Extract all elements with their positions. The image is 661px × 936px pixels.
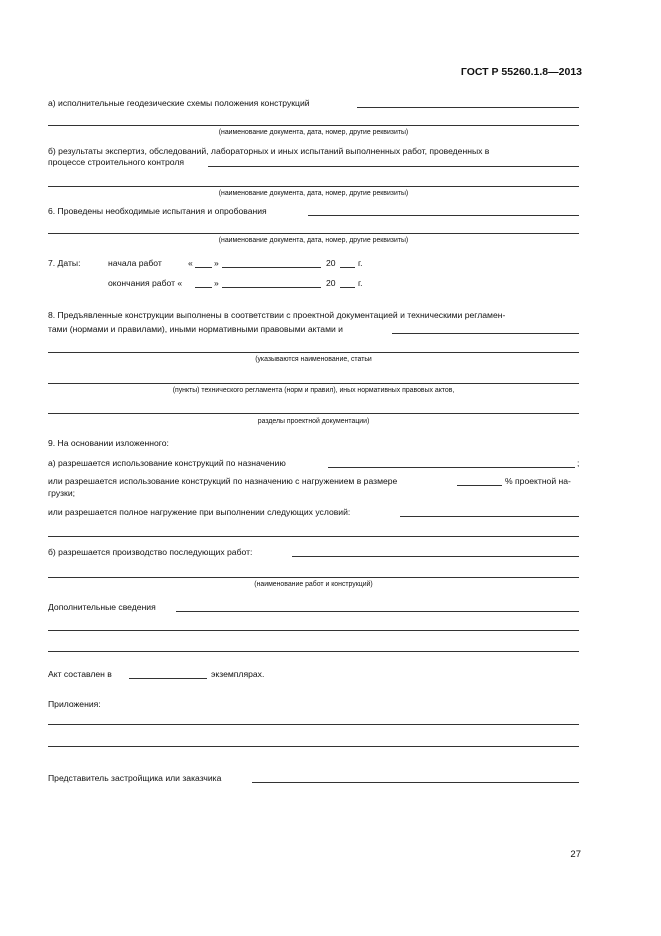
- item-7-end-label: окончания работ «: [108, 278, 183, 288]
- caption-doc-req-1: (наименование документа, дата, номер, другие реквизиты): [218, 129, 409, 136]
- item-a-field-line2[interactable]: [48, 125, 579, 126]
- attachments-label: Приложения:: [48, 699, 101, 709]
- load-percent-field[interactable]: [457, 485, 502, 486]
- item-9a2-text-2: % проектной на-: [505, 476, 571, 486]
- item-8-field[interactable]: [392, 333, 579, 334]
- item-b-text-1: б) результаты экспертиз, обследований, лабораторных и иных испытаний выполненных работ, проведенных в: [48, 146, 490, 156]
- representative-field[interactable]: [252, 782, 579, 783]
- item-a-field[interactable]: [357, 107, 579, 108]
- end-day-field[interactable]: [195, 287, 212, 288]
- item-9a-semicolon: ;: [577, 458, 580, 468]
- caption-sections: разделы проектной документации): [257, 418, 370, 425]
- start-year-field[interactable]: [340, 267, 355, 268]
- item-9a-field[interactable]: [328, 467, 575, 468]
- item-7-end-year: 20: [326, 278, 336, 288]
- extra-info-field[interactable]: [176, 611, 579, 612]
- item-7-end-quote-close: »: [214, 278, 219, 288]
- end-month-field[interactable]: [222, 287, 321, 288]
- extra-info-label: Дополнительные сведения: [48, 602, 156, 612]
- item-9b-field[interactable]: [292, 556, 579, 557]
- item-8-text-2: тами (нормами и правилами), иными нормативными правовыми актами и: [48, 324, 343, 334]
- conditions-field[interactable]: [400, 516, 579, 517]
- item-8-field-line3[interactable]: [48, 383, 579, 384]
- item-6-field-line2[interactable]: [48, 233, 579, 234]
- item-7-start-quote-close: »: [214, 258, 219, 268]
- start-day-field[interactable]: [195, 267, 212, 268]
- item-8-field-line2[interactable]: [48, 352, 579, 353]
- caption-names-articles: (указываются наименование, статьи: [255, 356, 372, 363]
- item-9a-text: а) разрешается использование конструкций по назначению: [48, 458, 286, 468]
- caption-doc-req-2: (наименование документа, дата, номер, другие реквизиты): [218, 190, 409, 197]
- item-8-field-line4[interactable]: [48, 413, 579, 414]
- item-6-field[interactable]: [308, 215, 579, 216]
- extra-info-field-line3[interactable]: [48, 651, 579, 652]
- act-copies-text-2: экземплярах.: [211, 669, 265, 679]
- attachments-field-line2[interactable]: [48, 746, 579, 747]
- act-copies-field[interactable]: [129, 678, 207, 679]
- act-copies-text-1: Акт составлен в: [48, 669, 112, 679]
- page-number: 27: [570, 849, 581, 860]
- item-9a2-text-3: грузки;: [48, 488, 76, 498]
- item-9a2-text-1: или разрешается использование конструкций по назначению с нагружением в размере: [48, 476, 398, 486]
- item-8-text-1: 8. Предъявленные конструкции выполнены в соответствии с проектной документацией и техническими регламен-: [48, 310, 506, 320]
- item-b-text-2: процессе строительного контроля: [48, 157, 184, 167]
- item-9a3-text: или разрешается полное нагружение при выполнении следующих условий:: [48, 507, 351, 517]
- item-a-text: а) исполнительные геодезические схемы положения конструкций: [48, 98, 310, 108]
- end-year-field[interactable]: [340, 287, 355, 288]
- item-7-start-quote: «: [188, 258, 193, 268]
- item-7-start-year: 20: [326, 258, 336, 268]
- item-9b-text: б) разрешается производство последующих работ:: [48, 547, 253, 557]
- item-9-text: 9. На основании изложенного:: [48, 438, 169, 448]
- representative-label: Представитель застройщика или заказчика: [48, 773, 222, 783]
- caption-doc-req-3: (наименование документа, дата, номер, другие реквизиты): [218, 237, 409, 244]
- start-month-field[interactable]: [222, 267, 321, 268]
- item-7-start-g: г.: [358, 258, 363, 268]
- caption-works: (наименование работ и конструкций): [254, 581, 373, 588]
- item-b-field[interactable]: [208, 166, 579, 167]
- standard-designation: ГОСТ Р 55260.1.8—2013: [460, 66, 582, 78]
- item-9b-field-line2[interactable]: [48, 577, 579, 578]
- item-7-end-g: г.: [358, 278, 363, 288]
- caption-points: (пункты) технического регламента (норм и правил), иных нормативных правовых актов,: [172, 387, 455, 394]
- attachments-field-line1[interactable]: [48, 724, 579, 725]
- item-6-text: 6. Проведены необходимые испытания и опробования: [48, 206, 267, 216]
- item-7-label: 7. Даты:: [48, 258, 81, 268]
- extra-info-field-line2[interactable]: [48, 630, 579, 631]
- item-b-field-line2[interactable]: [48, 186, 579, 187]
- conditions-field-line2[interactable]: [48, 536, 579, 537]
- item-7-start-label: начала работ: [108, 258, 162, 268]
